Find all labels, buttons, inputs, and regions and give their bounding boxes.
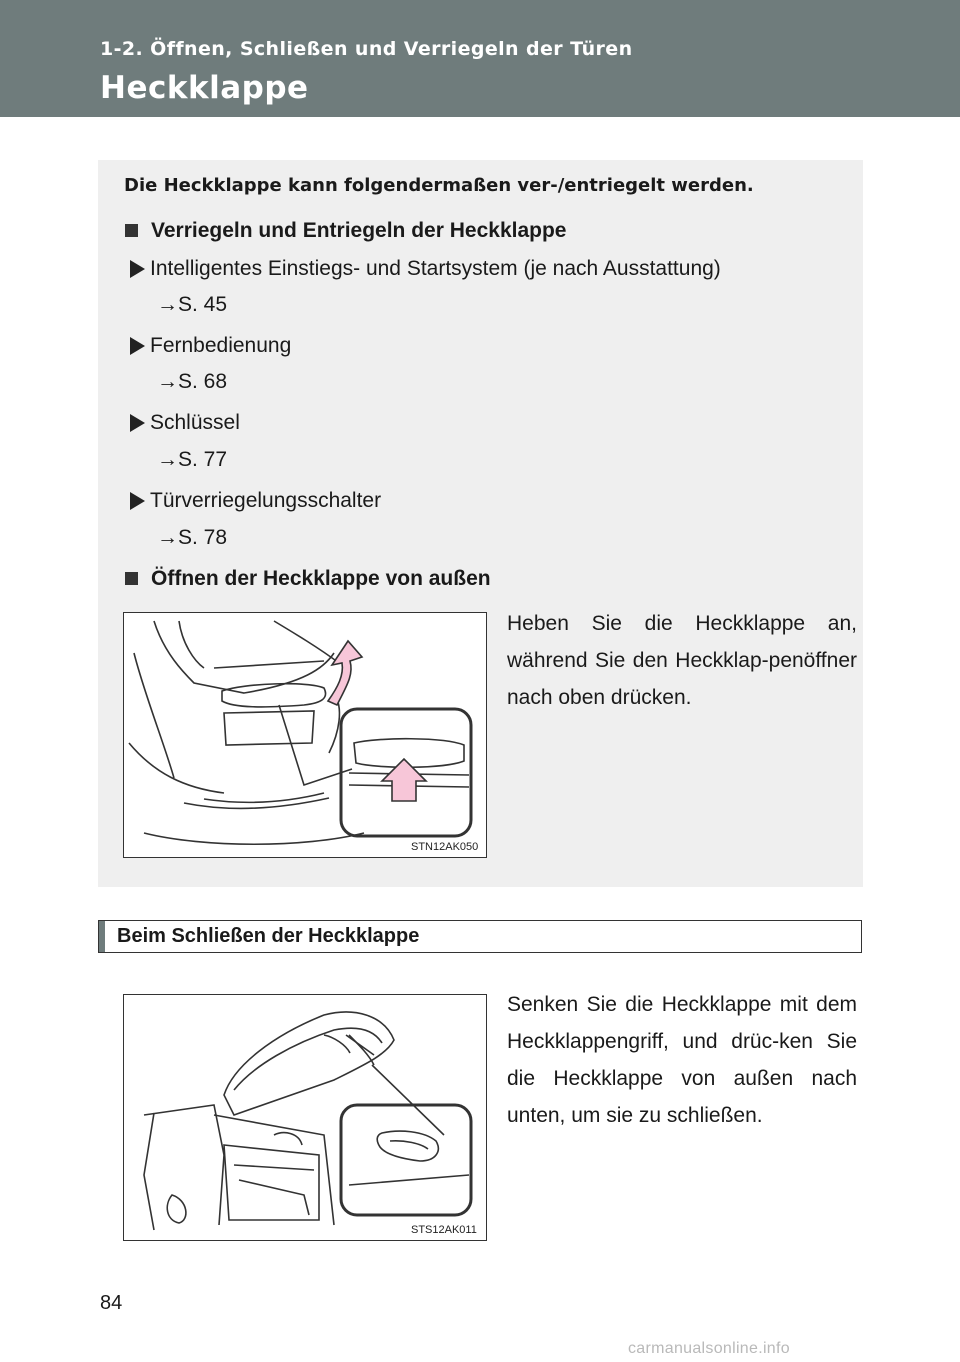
figure-code: STS12AK011 — [411, 1224, 477, 1236]
triangle-bullet-icon — [130, 492, 145, 510]
page-ref: →S. 45 — [157, 293, 228, 316]
closing-heading-label: Beim Schließen der Heckklappe — [117, 925, 420, 947]
open-instructions: Heben Sie die Heckklappe an, während Sie den Heckklap-penöffner nach oben drücken. — [507, 612, 857, 709]
list-item: Fernbedienung — [150, 334, 292, 357]
square-bullet-icon — [125, 572, 138, 585]
intro-text: Die Heckklappe kann folgendermaßen ver-/entriegelt werden. — [124, 175, 754, 196]
triangle-bullet-icon — [130, 260, 145, 278]
page-ref: →S. 77 — [157, 448, 228, 471]
page-ref: →S. 78 — [157, 526, 228, 549]
triangle-bullet-icon — [130, 414, 145, 432]
page-number: 84 — [100, 1292, 123, 1314]
section-title: 1-2. Öffnen, Schließen und Verriegeln der Türen — [100, 38, 633, 60]
square-bullet-icon — [125, 224, 138, 237]
tailgate-opener-illustration — [124, 613, 485, 856]
figure-code: STN12AK050 — [411, 841, 479, 853]
lock-heading: Verriegeln und Entriegeln der Heckklappe — [151, 219, 567, 242]
figure-tailgate-opener — [123, 612, 487, 858]
page-ref: →S. 68 — [157, 370, 228, 393]
closing-section-heading — [98, 920, 862, 953]
heading-stripe — [99, 921, 105, 952]
closing-instructions: Senken Sie die Heckklappe mit dem Heckklappengriff, und drüc-ken Sie die Heckklappe von außen nach unten, um sie zu schließen. — [507, 993, 857, 1127]
page-title: Heckklappe — [100, 70, 309, 106]
triangle-bullet-icon — [130, 337, 145, 355]
page-header — [0, 0, 960, 117]
figure-tailgate-closing — [123, 994, 487, 1241]
list-item: Intelligentes Einstiegs- und Startsystem (je nach Ausstattung) — [150, 257, 721, 280]
list-item: Türverriegelungsschalter — [150, 489, 382, 512]
tailgate-closing-illustration — [124, 995, 485, 1239]
list-item: Schlüssel — [150, 411, 240, 434]
watermark: carmanualsonline.info — [628, 1340, 790, 1357]
open-heading: Öffnen der Heckklappe von außen — [151, 567, 491, 590]
